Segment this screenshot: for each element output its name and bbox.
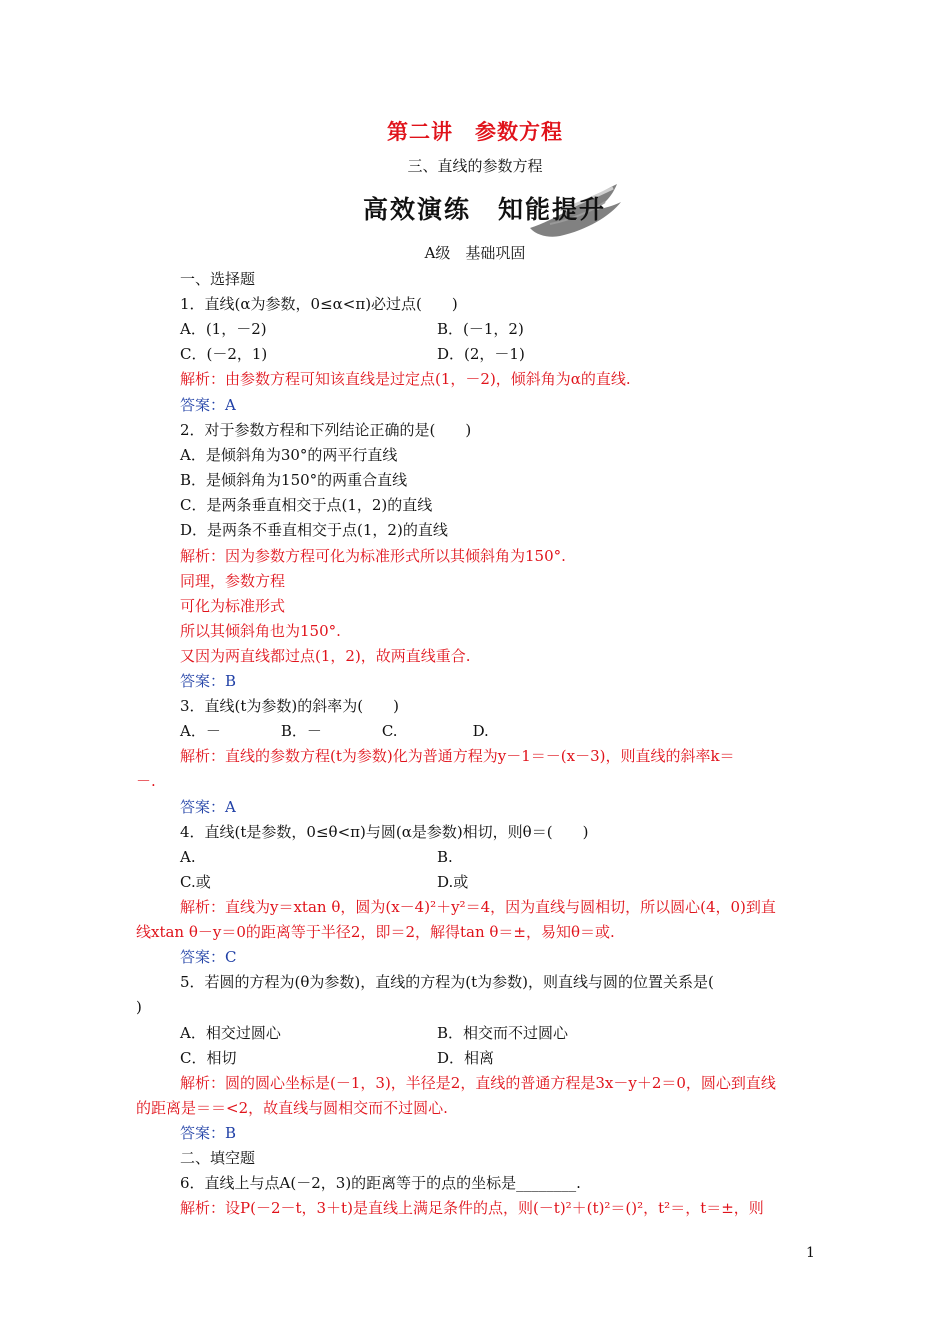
q2-analysis-2: 同理，参数方程: [180, 572, 286, 590]
chapter-title: 第二讲 参数方程: [387, 119, 563, 144]
section-choice: 一、选择题: [180, 270, 256, 288]
q2-analysis-1: 解析：因为参数方程可化为标准形式所以其倾斜角为150°.: [180, 547, 566, 565]
q5-option-c: C．相切: [180, 1049, 237, 1067]
q4-analysis-1: 解析：直线为y＝xtan θ，圆为(x－4)²＋y²＝4，因为直线与圆相切，所以圆心(4，0)到直: [180, 898, 776, 916]
q5-option-d: D．相离: [437, 1049, 495, 1067]
q5-stem-1: 5．若圆的方程为(θ为参数)，直线的方程为(t为参数)，则直线与圆的位置关系是(: [180, 973, 714, 991]
q2-answer: 答案：B: [180, 672, 237, 690]
q2-stem: 2．对于参数方程和下列结论正确的是( ): [180, 421, 472, 439]
banner: [355, 180, 625, 238]
q1-option-c: C．(－2，1): [180, 345, 268, 363]
q2-option-a: A．是倾斜角为30°的两平行直线: [180, 446, 398, 464]
q2-option-c: C．是两条垂直相交于点(1，2)的直线: [180, 496, 433, 514]
page-number: 1: [806, 1245, 815, 1261]
q3-analysis-2: －.: [136, 772, 156, 790]
q4-analysis-2: 线xtan θ－y＝0的距离等于半径2，即＝2，解得tan θ＝±，易知θ＝或.: [136, 923, 615, 941]
q1-analysis: 解析：由参数方程可知该直线是过定点(1，－2)，倾斜角为α的直线.: [180, 370, 631, 388]
q6-stem: 6．直线上与点A(－2，3)的距离等于的点的坐标是________.: [180, 1174, 581, 1192]
q5-analysis-2: 的距离是＝＝<2，故直线与圆相交而不过圆心.: [136, 1099, 448, 1117]
q1-option-a: A．(1，－2): [180, 320, 267, 338]
q5-option-a: A．相交过圆心: [180, 1024, 281, 1042]
q5-stem-2: ): [136, 998, 142, 1016]
q2-option-d: D．是两条不垂直相交于点(1，2)的直线: [180, 521, 448, 539]
q4-option-c: C.或: [180, 873, 211, 891]
q1-answer: 答案：A: [180, 396, 236, 414]
q2-analysis-3: 可化为标准形式: [180, 597, 286, 615]
q2-analysis-5: 又因为两直线都过点(1，2)，故两直线重合.: [180, 647, 471, 665]
q2-option-b: B．是倾斜角为150°的两重合直线: [180, 471, 408, 489]
q3-analysis-1: 解析：直线的参数方程(t为参数)化为普通方程为y－1＝－(x－3)，则直线的斜率k＝: [180, 747, 735, 765]
q3-answer: 答案：A: [180, 798, 236, 816]
q4-option-a: A.: [180, 848, 196, 866]
section-fill: 二、填空题: [180, 1149, 256, 1167]
q3-options: A．－ B．－ C. D.: [180, 722, 489, 740]
q5-option-b: B．相交而不过圆心: [437, 1024, 569, 1042]
section-title: 三、直线的参数方程: [407, 157, 543, 175]
q4-stem: 4．直线(t是参数，0≤θ<π)与圆(α是参数)相切，则θ＝( ): [180, 823, 589, 841]
q1-stem: 1．直线(α为参数，0≤α<π)必过点( ): [180, 295, 458, 313]
q3-stem: 3．直线(t为参数)的斜率为( ): [180, 697, 399, 715]
q4-option-b: B.: [437, 848, 453, 866]
q5-analysis-1: 解析：圆的圆心坐标是(－1，3)，半径是2，直线的普通方程是3x－y＋2＝0，圆心到直线: [180, 1074, 776, 1092]
level-heading: A级 基础巩固: [424, 244, 526, 262]
q6-analysis: 解析：设P(－2－t，3＋t)是直线上满足条件的点，则(－t)²＋(t)²＝()²，t²＝，t＝±，则: [180, 1199, 764, 1217]
q2-analysis-4: 所以其倾斜角也为150°.: [180, 622, 341, 640]
q5-answer: 答案：B: [180, 1124, 237, 1142]
q1-option-d: D．(2，－1): [437, 345, 525, 363]
q4-answer: 答案：C: [180, 948, 237, 966]
q4-option-d: D.或: [437, 873, 469, 891]
banner-text: 高效演练 知能提升: [363, 195, 607, 224]
q1-option-b: B．(－1，2): [437, 320, 524, 338]
